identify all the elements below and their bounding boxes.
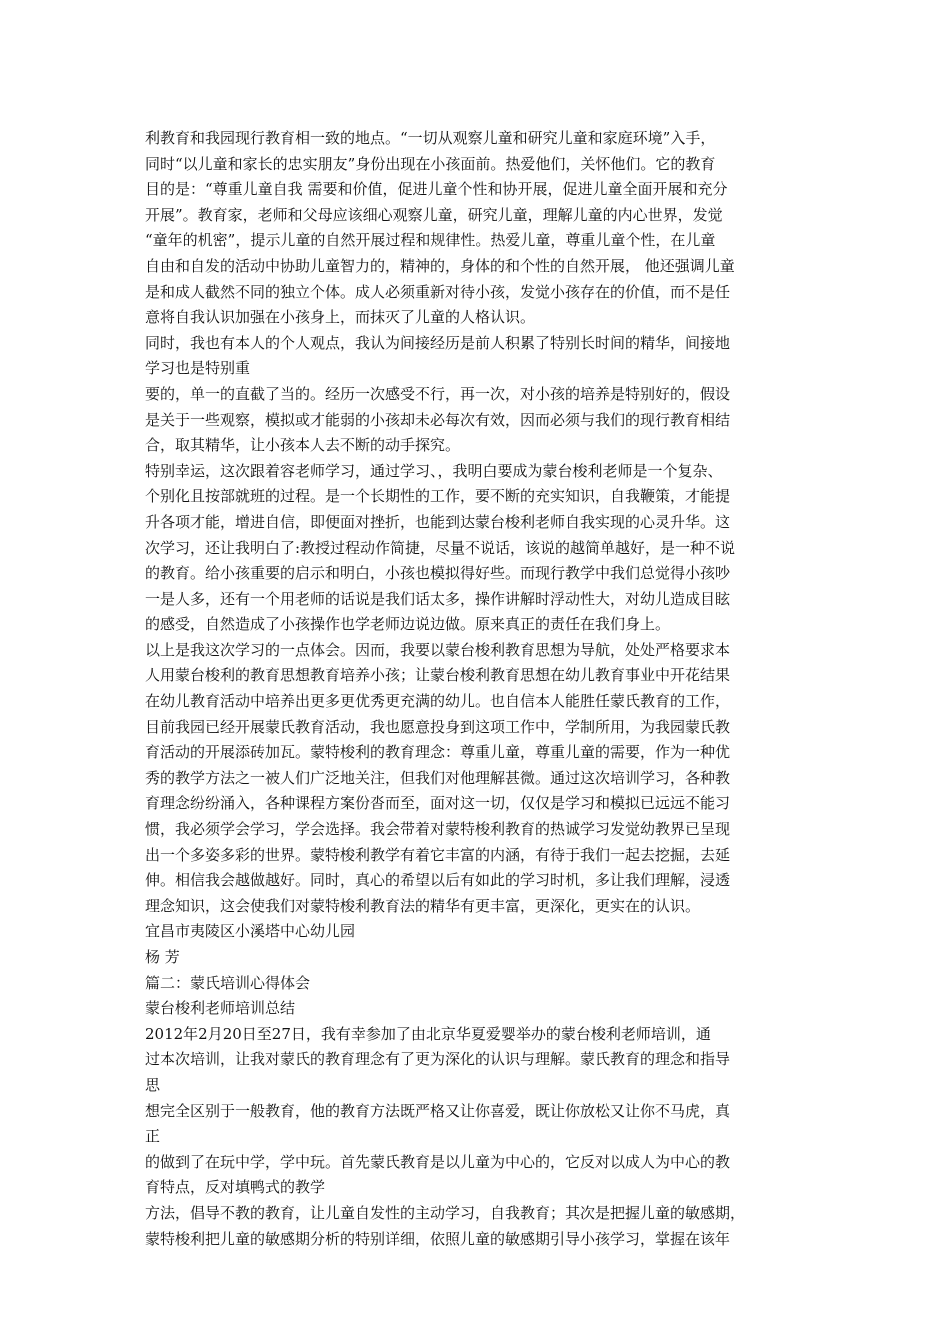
text-line: 正: [145, 1127, 161, 1146]
text-line: 同时“以儿童和家长的忠实朋友”身份出现在小孩面前。热爱他们，关怀他们。它的教育: [145, 154, 716, 173]
text-line: 秀的教学方法之一被人们广泛地关注，但我们对他理解甚微。通过这次培训学习，各种教: [145, 768, 731, 787]
text-line: 的感受，自然造成了小孩操作也学老师边说边做。原来真正的责任在我们身上。: [145, 615, 671, 634]
text-line: 同时，我也有本人的个人观点，我认为间接经历是前人积累了特别长时间的精华，间接地: [145, 333, 731, 352]
text-line: 的教育。给小孩重要的启示和明白，小孩也模拟得好些。而现行教学中我们总觉得小孩吵: [145, 564, 731, 583]
text-line: 惯，我必须学会学习，学会选择。我会带着对蒙特梭利教育的热诚学习发觉幼教界已呈现: [145, 820, 731, 839]
text-line: 育特点，反对填鸭式的教学: [145, 1178, 326, 1197]
text-line: 蒙特梭利把儿童的敏感期分析的特别详细，依照儿童的敏感期引导小孩学习，掌握在该年: [145, 1229, 731, 1248]
text-line: 的做到了在玩中学，学中玩。首先蒙氏教育是以儿童为中心的，它反对以成人为中心的教: [145, 1152, 731, 1171]
text-line: 出一个多姿多彩的世界。蒙特梭利教学有着它丰富的内涵，有待于我们一起去挖掘，去延: [145, 845, 731, 864]
text-line: 宜昌市夷陵区小溪塔中心幼儿园: [145, 922, 356, 941]
text-line: 想完全区别于一般教育，他的教育方法既严格又让你喜爱，既让你放松又让你不马虎，真: [145, 1101, 731, 1120]
text-line: 是和成人截然不同的独立个体。成人必须重新对待小孩，发觉小孩存在的价值，而不是任: [145, 282, 731, 301]
text-line: 2012年2月20日至27日，我有幸参加了由北京华夏爱婴举办的蒙台梭利老师培训，通: [145, 1024, 711, 1043]
text-line: 理念知识，这会使我们对蒙特梭利教育法的精华有更丰富，更深化，更实在的认识。: [145, 896, 701, 915]
text-line: 要的，单一的直截了当的。经历一次感受不行，再一次，对小孩的培养是特别好的，假设: [145, 384, 731, 403]
text-line: 以上是我这次学习的一点体会。因而，我要以蒙台梭利教育思想为导航，处处严格要求本: [145, 640, 731, 659]
text-line: 次学习，还让我明白了:教授过程动作简捷，尽量不说话，该说的越简单越好，是一种不说: [145, 538, 736, 557]
text-line: 意将自我认识加强在小孩身上，而抹灭了儿童的人格认识。: [145, 308, 536, 327]
text-line: 杨 芳: [145, 948, 180, 966]
text-line: 是关于一些观察，模拟或才能弱的小孩却未必每次有效，因而必须与我们的现行教育相结: [145, 410, 731, 429]
text-line: 学习也是特别重: [145, 359, 251, 378]
text-line: 目前我园已经开展蒙氏教育活动，我也愿意投身到这项工作中，学制所用，为我园蒙氏教: [145, 717, 731, 736]
text-line: 人用蒙台梭利的教育思想教育培养小孩；让蒙台梭利教育思想在幼儿教育事业中开花结果: [145, 666, 731, 685]
text-line: 方法，倡导不教的教育，让儿童自发性的主动学习，自我教育；其次是把握儿童的敏感期，: [145, 1203, 746, 1222]
text-line: “童年的机密”，提示儿童的自然开展过程和规律性。热爱儿童，尊重儿童个性，在儿童: [145, 231, 716, 250]
text-line: 在幼儿教育活动中培养出更多更优秀更充满的幼儿。也自信本人能胜任蒙氏教育的工作，: [145, 692, 731, 711]
text-line: 升各项才能，增进自信，即便面对挫折，也能到达蒙台梭利老师自我实现的心灵升华。这: [145, 512, 731, 531]
text-line: 伸。相信我会越做越好。同时，真心的希望以后有如此的学习时机，多让我们理解，浸透: [145, 871, 731, 890]
text-line: 一是人多，还有一个用老师的话说是我们话太多，操作讲解时浮动性大，对幼儿造成目眩: [145, 589, 731, 608]
text-line: 篇二：蒙氏培训心得体会: [145, 973, 311, 992]
text-line: 个别化且按部就班的过程。是一个长期性的工作，要不断的充实知识，自我鞭策，才能提: [145, 487, 731, 506]
text-line: 思: [145, 1075, 161, 1094]
text-line: 合，取其精华，让小孩本人去不断的动手探究。: [145, 436, 461, 455]
text-line: 过本次培训，让我对蒙氏的教育理念有了更为深化的认识与理解。蒙氏教育的理念和指导: [145, 1050, 731, 1069]
text-line: 开展”。教育家，老师和父母应该细心观察儿童，研究儿童，理解儿童的内心世界，发觉: [145, 205, 723, 224]
text-line: 育活动的开展添砖加瓦。蒙特梭利的教育理念：尊重儿童，尊重儿童的需要，作为一种优: [145, 743, 731, 762]
text-line: 蒙台梭利老师培训总结: [145, 999, 296, 1018]
text-line: 育理念纷纷涌入，各种课程方案份沓而至，面对这一切，仅仅是学习和模拟已远远不能习: [145, 794, 731, 813]
text-line: 自由和自发的活动中协助儿童智力的，精神的，身体的和个性的自然开展， 他还强调儿童: [145, 256, 735, 275]
text-line: 目的是：“尊重儿童自我 需要和价值，促进儿童个性和协开展，促进儿童全面开展和充分: [145, 180, 728, 199]
document-body: [145, 126, 817, 1252]
text-line: 特别幸运，这次跟着容老师学习，通过学习、，我明白要成为蒙台梭利老师是一个复杂、: [145, 461, 723, 480]
text-line: 利教育和我园现行教育相一致的地点。“一切从观察儿童和研究儿童和家庭环境”入手，: [145, 129, 716, 147]
